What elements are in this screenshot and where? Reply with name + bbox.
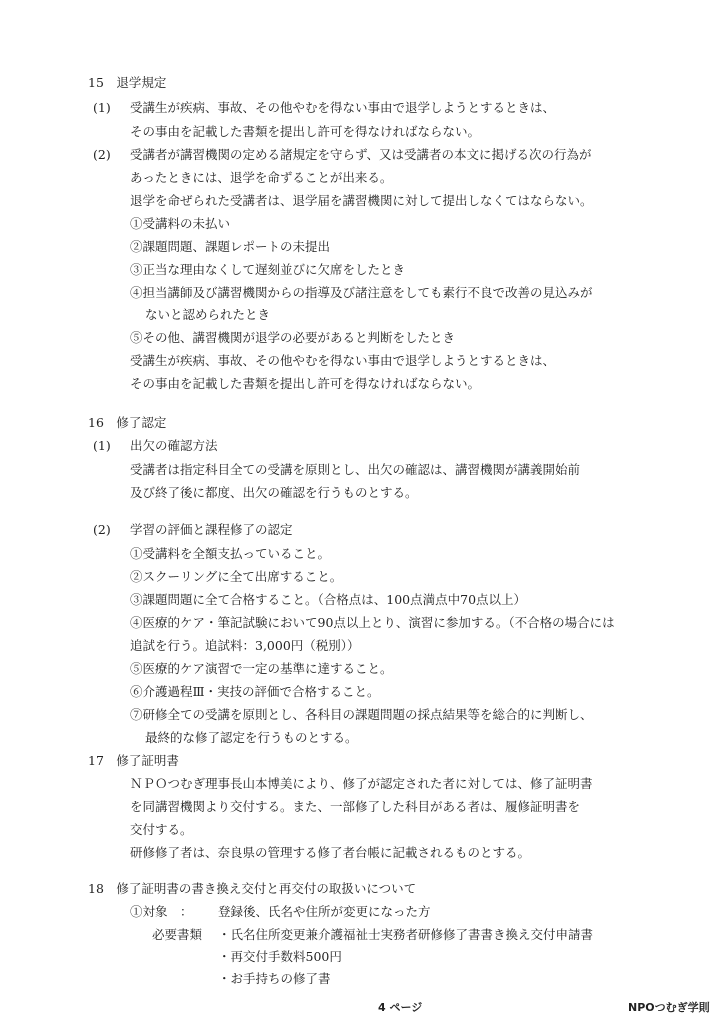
s15-p1-number: (1) — [93, 100, 111, 115]
s16-item-2: ②スクーリングに全て出席すること。 — [130, 569, 343, 584]
s16-p2-title: 学習の評価と課程修了の認定 — [130, 522, 293, 537]
s16-item-7-cont: 最終的な修了認定を行うものとする。 — [145, 730, 358, 745]
section-17-heading: 17 修了証明書 — [88, 753, 179, 768]
s16-p2-number: (2) — [93, 522, 111, 537]
s16-item-6: ⑥介護過程Ⅲ・実技の評価で合格すること。 — [130, 684, 380, 699]
s15-item-2: ②課題問題、課題レポートの未提出 — [130, 239, 331, 254]
s16-item-4: ④医療的ケア・筆記試験において90点以上とり、演習に参加する。（不合格の場合には — [130, 615, 615, 630]
s17-line3: 交付する。 — [130, 822, 193, 837]
s18-docs-label: 必要書類 — [152, 927, 203, 942]
s16-item-4-cont: 追試を行う。追試料：3,000円（税別）） — [130, 638, 360, 653]
s16-item-3: ③課題問題に全て合格すること。（合格点は、100点満点中70点以上） — [130, 592, 527, 607]
s18-target-value: 登録後、氏名や住所が変更になった方 — [218, 904, 431, 919]
s15-p1-line2: その事由を記載した書類を提出し許可を得なければならない。 — [130, 124, 481, 139]
s15-p2-line5: その事由を記載した書類を提出し許可を得なければならない。 — [130, 376, 481, 391]
s16-p1-title: 出欠の確認方法 — [130, 438, 218, 453]
section-16-heading: 16 修了認定 — [88, 415, 167, 430]
section-15-heading: 15 退学規定 — [88, 75, 167, 90]
s15-p2-number: (2) — [93, 147, 111, 162]
s17-line2: を同講習機関より交付する。また、一部修了した科目がある者は、履修証明書を — [130, 799, 581, 814]
s17-line1: ＮＰＯつむぎ理事長山本博美により、修了が認定された者に対しては、修了証明書 — [130, 776, 593, 791]
s16-p1-line2: 及び終了後に都度、出欠の確認を行うものとする。 — [130, 485, 418, 500]
s18-doc-3: ・お手持ちの修了書 — [218, 971, 331, 986]
s16-p1-line1: 受講者は指定科目全ての受講を原則とし、出欠の確認は、講習機関が講義開始前 — [130, 462, 581, 477]
section-18-heading: 18 修了証明書の書き換え交付と再交付の取扱いについて — [88, 881, 417, 896]
s15-p1-line1: 受講生が疾病、事故、その他やむを得ない事由で退学しようとするときは、 — [130, 100, 556, 115]
s16-p1-number: (1) — [93, 438, 111, 453]
s15-item-5: ⑤その他、講習機関が退学の必要があると判断をしたとき — [130, 330, 456, 345]
s15-item-4-cont: ないと認められたとき — [145, 307, 271, 322]
document-title-footer: NPOつむぎ学則 — [628, 1001, 710, 1014]
s16-item-5: ⑤医療的ケア演習で一定の基準に達すること。 — [130, 661, 393, 676]
page-number: 4 ページ — [378, 1001, 423, 1014]
s15-item-4: ④担当講師及び講習機関からの指導及び諸注意をしても素行不良で改善の見込みが — [130, 285, 593, 300]
s18-target-label: ①対象 ： — [130, 904, 193, 919]
s15-p2-line2: あったときには、退学を命ずることが出来る。 — [130, 170, 393, 185]
s15-item-1: ①受講料の未払い — [130, 216, 231, 231]
s15-p2-line1: 受講者が講習機関の定める諸規定を守らず、又は受講者の本文に掲げる次の行為が — [130, 147, 592, 162]
s17-line4: 研修修了者は、奈良県の管理する修了者台帳に記載されるものとする。 — [130, 845, 531, 860]
s15-p2-line3: 退学を命ぜられた受講者は、退学届を講習機関に対して提出しなくてはならない。 — [130, 193, 593, 208]
s18-doc-1: ・氏名住所変更兼介護福祉士実務者研修修了書書き換え交付申請書 — [218, 927, 594, 942]
s16-item-7: ⑦研修全ての受講を原則とし、各科目の課題問題の採点結果等を総合的に判断し、 — [130, 707, 593, 722]
s15-item-3: ③正当な理由なくして遅刻並びに欠席をしたとき — [130, 262, 406, 277]
s18-doc-2: ・再交付手数料500円 — [218, 949, 342, 964]
s16-item-1: ①受講料を全額支払っていること。 — [130, 546, 331, 561]
s15-p2-line4: 受講生が疾病、事故、その他やむを得ない事由で退学しようとするときは、 — [130, 353, 556, 368]
